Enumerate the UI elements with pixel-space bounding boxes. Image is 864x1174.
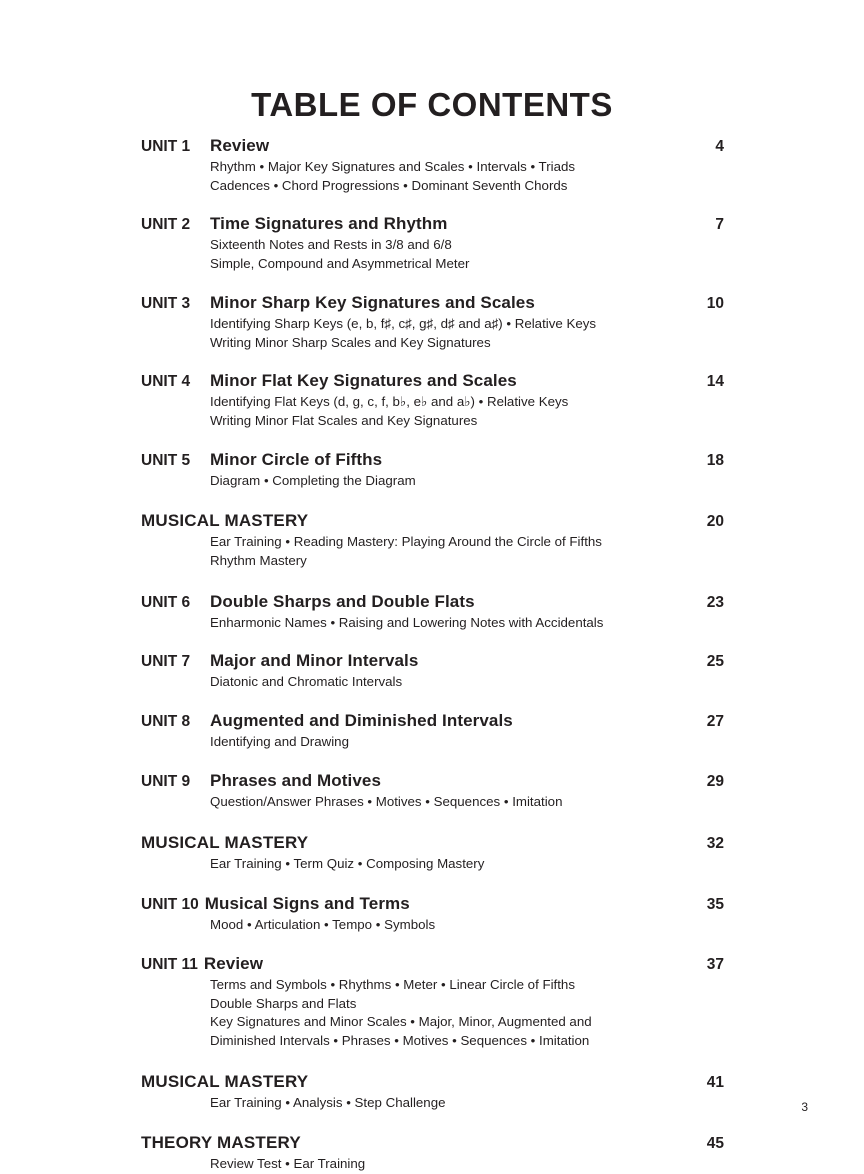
- unit-title: Minor Circle of Fifths: [210, 449, 383, 469]
- unit-label: UNIT 11: [141, 955, 198, 973]
- entry-page-number: 41: [706, 1073, 724, 1091]
- toc-entry[interactable]: [141, 711, 724, 752]
- page-title: TABLE OF CONTENTS: [251, 86, 613, 123]
- entry-page-number: 18: [706, 451, 724, 469]
- unit-label: UNIT 10: [141, 896, 199, 914]
- toc-entry-header: [141, 833, 724, 853]
- entry-topic-list: [210, 1094, 724, 1113]
- toc-entry[interactable]: [141, 214, 724, 273]
- unit-title: Double Sharps and Double Flats: [210, 591, 475, 611]
- toc-entry-header: [141, 954, 724, 974]
- toc-entry[interactable]: [141, 651, 724, 692]
- toc-entry-list: [141, 136, 724, 1174]
- unit-label: UNIT 3: [141, 294, 191, 312]
- entry-topic-list: [210, 315, 724, 352]
- unit-label: UNIT 4: [141, 373, 191, 391]
- mastery-section-title: MUSICAL MASTERY: [141, 832, 309, 852]
- entry-topic-list: [210, 733, 724, 752]
- toc-entry-header: [141, 136, 724, 156]
- entry-topic-line: Question/Answer Phrases • Motives • Sequences • Imitation: [210, 793, 563, 809]
- unit-title: Musical Signs and Terms: [204, 894, 410, 914]
- toc-entry[interactable]: [141, 771, 724, 812]
- entry-topic-line: Review Test • Ear Training: [210, 1156, 366, 1172]
- entry-topic-list: [210, 158, 724, 195]
- toc-entry[interactable]: [141, 136, 724, 195]
- entry-topic-list: [210, 236, 724, 273]
- unit-label: UNIT 8: [141, 713, 191, 731]
- entry-topic-list: [210, 1155, 724, 1174]
- toc-entry-header: [141, 1133, 724, 1153]
- unit-title: Minor Sharp Key Signatures and Scales: [210, 292, 535, 312]
- toc-entry-header: [141, 214, 724, 234]
- entry-page-number: 35: [706, 896, 724, 914]
- toc-entry-header: [141, 651, 724, 671]
- entry-topic-line: Terms and Symbols • Rhythms • Meter • Linear Circle of Fifths: [210, 976, 575, 992]
- toc-entry[interactable]: [141, 511, 724, 570]
- entry-topic-line: Double Sharps and Flats: [210, 995, 357, 1011]
- toc-entry-header: [141, 511, 724, 531]
- entry-topic-line: Diatonic and Chromatic Intervals: [210, 674, 403, 690]
- entry-page-number: 45: [706, 1135, 724, 1153]
- entry-topic-line: Identifying and Drawing: [210, 734, 349, 750]
- toc-entry[interactable]: [141, 954, 724, 1051]
- entry-topic-line: Identifying Sharp Keys (e, b, f♯, c♯, g♯, d♯ and a♯) • Relative Keys: [210, 315, 597, 331]
- unit-title: Augmented and Diminished Intervals: [210, 711, 513, 731]
- unit-title: Phrases and Motives: [210, 770, 382, 790]
- unit-title: Minor Flat Key Signatures and Scales: [210, 371, 517, 391]
- entry-topic-line: Mood • Articulation • Tempo • Symbols: [210, 917, 436, 933]
- toc-entry-header: [141, 711, 724, 731]
- entry-topic-list: [210, 793, 724, 812]
- entry-topic-line: Key Signatures and Minor Scales • Major, Minor, Augmented and: [210, 1014, 592, 1030]
- toc-entry-header: [141, 1072, 724, 1092]
- unit-title: Review: [210, 136, 270, 155]
- entry-page-number: 32: [706, 834, 724, 852]
- entry-topic-line: Writing Minor Sharp Scales and Key Signatures: [210, 334, 491, 350]
- entry-page-number: 23: [706, 593, 724, 611]
- entry-topic-list: [210, 533, 724, 570]
- entry-topic-list: [210, 673, 724, 692]
- toc-entry[interactable]: [141, 894, 724, 935]
- unit-label: UNIT 7: [141, 653, 191, 671]
- unit-label: UNIT 6: [141, 593, 191, 611]
- toc-entry-header: [141, 293, 724, 313]
- entry-topic-line: Identifying Flat Keys (d, g, c, f, b♭, e♭ and a♭) • Relative Keys: [210, 394, 569, 410]
- toc-entry[interactable]: [141, 293, 724, 352]
- entry-topic-line: Enharmonic Names • Raising and Lowering Notes with Accidentals: [210, 614, 604, 630]
- entry-topic-line: Rhythm Mastery: [210, 553, 307, 569]
- entry-page-number: 14: [706, 373, 724, 391]
- entry-page-number: 29: [706, 772, 724, 790]
- toc-entry-header: [141, 771, 724, 791]
- toc-entry-header: [141, 894, 724, 914]
- unit-label: UNIT 5: [141, 451, 191, 469]
- entry-topic-line: Simple, Compound and Asymmetrical Meter: [210, 256, 470, 272]
- folio-page-number: 3: [801, 1100, 808, 1114]
- entry-topic-list: [210, 472, 724, 491]
- entry-topic-line: Writing Minor Flat Scales and Key Signatures: [210, 412, 478, 428]
- unit-title: Major and Minor Intervals: [210, 651, 419, 671]
- mastery-section-title: MUSICAL MASTERY: [141, 511, 309, 531]
- entry-topic-list: [210, 916, 724, 935]
- unit-title: Time Signatures and Rhythm: [210, 214, 448, 234]
- toc-entry-header: [141, 592, 724, 612]
- entry-topic-line: Diagram • Completing the Diagram: [210, 472, 416, 488]
- toc-entry[interactable]: [141, 450, 724, 491]
- unit-title: Review: [203, 953, 264, 973]
- toc-entry[interactable]: [141, 1133, 724, 1174]
- entry-topic-line: Rhythm • Major Key Signatures and Scales • Intervals • Triads: [210, 159, 576, 174]
- entry-page-number: 4: [715, 138, 724, 155]
- entry-topic-list: [210, 393, 724, 430]
- entry-topic-line: Ear Training • Reading Mastery: Playing Around the Circle of Fifths: [210, 534, 602, 550]
- toc-entry-header: [141, 371, 724, 391]
- entry-topic-list: [210, 855, 724, 874]
- toc-entry[interactable]: [141, 592, 724, 633]
- entry-topic-line: Sixteenth Notes and Rests in 3/8 and 6/8: [210, 237, 452, 253]
- toc-entry[interactable]: [141, 833, 724, 874]
- entry-topic-line: Ear Training • Analysis • Step Challenge: [210, 1094, 446, 1110]
- entry-page-number: 20: [706, 513, 724, 531]
- entry-topic-list: [210, 614, 724, 633]
- entry-topic-line: Ear Training • Term Quiz • Composing Mastery: [210, 855, 485, 871]
- entry-topic-line: Diminished Intervals • Phrases • Motives • Sequences • Imitation: [210, 1033, 590, 1049]
- toc-entry[interactable]: [141, 1072, 724, 1113]
- toc-entry[interactable]: [141, 371, 724, 430]
- entry-topic-line: Cadences • Chord Progressions • Dominant Seventh Chords: [210, 177, 568, 193]
- entry-topic-list: [210, 976, 724, 1051]
- entry-page-number: 10: [706, 294, 724, 312]
- unit-label: UNIT 9: [141, 772, 191, 790]
- unit-label: UNIT 1: [141, 138, 191, 155]
- mastery-section-title: MUSICAL MASTERY: [141, 1071, 309, 1091]
- entry-page-number: 37: [706, 955, 724, 973]
- entry-page-number: 7: [715, 216, 724, 234]
- entry-page-number: 27: [706, 713, 724, 731]
- mastery-section-title: THEORY MASTERY: [141, 1133, 301, 1153]
- toc-entry-header: [141, 450, 724, 470]
- entry-page-number: 25: [706, 653, 724, 671]
- unit-label: UNIT 2: [141, 216, 191, 234]
